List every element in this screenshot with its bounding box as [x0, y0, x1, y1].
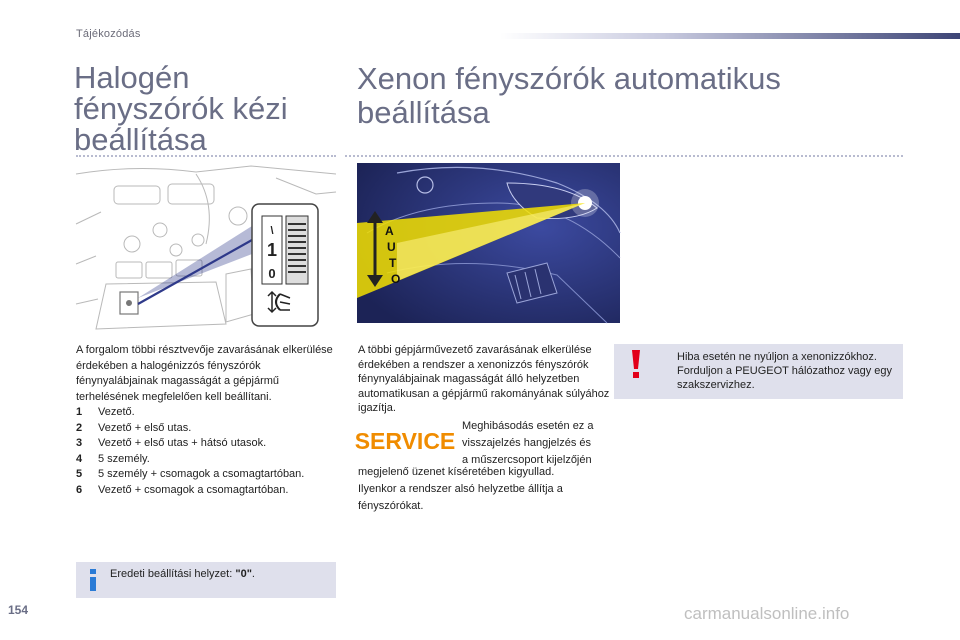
- header-gradient-bar: [500, 33, 960, 39]
- exclamation-icon: [628, 350, 644, 378]
- dial-label-top: \: [270, 225, 274, 237]
- halogen-intro: A forgalom többi résztvevője zavarásának elkerülése érdekében a halogénizzós fényszórók fénynyalábjainak magasságát a gépjármű terhelésének megfelelően kell beállítani.: [76, 344, 333, 403]
- info-note-value: "0": [235, 568, 252, 580]
- list-number: 4: [76, 452, 83, 465]
- auto-label-t: T: [389, 256, 397, 270]
- fault-line: megjelenő üzenet kíséretében kigyullad.: [358, 466, 555, 478]
- xenon-fault-text-a: [462, 418, 622, 469]
- dial-label-1: 1: [266, 240, 278, 260]
- fault-line: a műszercsoport kijelzőjén: [462, 454, 592, 466]
- list-item: [76, 467, 338, 483]
- xenon-intro: A többi gépjárművezető zavarásának elkerülése érdekében a rendszer a xenonizzós fényszórók fénynyalábjainak magasságát álló helyzetben automatikusan a gépjármű rakományának súlyához igazítja.: [358, 344, 610, 414]
- watermark: carmanualsonline.info: [684, 604, 850, 623]
- right-divider: [345, 155, 903, 157]
- fault-line: fényszórókat.: [358, 500, 424, 512]
- fault-line: visszajelzés hangjelzés és: [462, 437, 592, 449]
- service-label: SERVICE: [354, 428, 456, 454]
- left-divider: [76, 155, 336, 157]
- dashboard-illustration: [76, 164, 336, 336]
- fault-line: Meghibásodás esetén ez a: [462, 420, 594, 432]
- halogen-body: [76, 343, 338, 498]
- auto-label-o: O: [391, 272, 401, 286]
- info-note-text: [110, 568, 255, 580]
- auto-label-a: A: [385, 224, 394, 238]
- list-number: 3: [76, 437, 83, 449]
- info-note-box: [76, 562, 336, 598]
- list-item: [76, 421, 338, 437]
- fault-line: Ilyenkor a rendszer alsó helyzetbe állítja a: [358, 483, 563, 495]
- xenon-title: Xenon fényszórók automatikus beállítása: [357, 61, 781, 130]
- list-item: [76, 483, 338, 499]
- halogen-title: Halogén fényszórók kézi beállítása: [74, 60, 288, 157]
- list-number: 5: [76, 468, 83, 480]
- list-text: Vezető + első utas.: [98, 421, 192, 434]
- list-item: [76, 452, 338, 468]
- xenon-car-illustration: [357, 163, 620, 323]
- info-note-prefix: Eredeti beállítási helyzet:: [110, 568, 236, 580]
- list-text: Vezető + első utas + hátsó utasok.: [98, 437, 267, 449]
- page-number: 154: [8, 603, 29, 617]
- list-number: 6: [76, 483, 83, 496]
- list-text: 5 személy.: [98, 452, 150, 465]
- service-warning-icon: [354, 422, 456, 456]
- xenon-fault-text-b: [358, 464, 620, 515]
- section-label: Tájékozódás: [76, 28, 141, 40]
- list-item: [76, 436, 338, 452]
- list-text: 5 személy + csomagok a csomagtartóban.: [98, 468, 305, 480]
- list-item: [76, 405, 338, 421]
- list-number: 2: [76, 421, 83, 434]
- info-note-suffix: .: [251, 568, 255, 580]
- list-text: Vezető + csomagok a csomagtartóban.: [98, 483, 289, 496]
- info-icon: [88, 569, 98, 591]
- auto-label-u: U: [387, 240, 396, 254]
- list-number: 1: [76, 406, 83, 418]
- list-text: Vezető.: [98, 406, 135, 418]
- dial-label-0: 0: [268, 266, 276, 281]
- warning-box: [614, 344, 903, 399]
- warning-text: Hiba esetén ne nyúljon a xenonizzókhoz. Forduljon a PEUGEOT hálózathoz vagy egy szakszervizhez.: [677, 351, 893, 391]
